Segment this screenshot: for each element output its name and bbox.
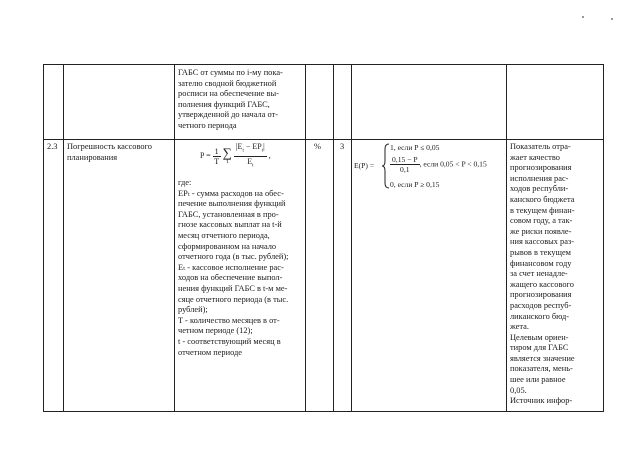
definition-line: Eₜ - кассовое исполнение рас- <box>178 262 284 272</box>
definition-line: сяце отчетного периода (в тыс. <box>178 294 289 304</box>
definition-line: месяц отчетного периода, <box>178 230 270 240</box>
table-bottom-border <box>43 411 603 412</box>
definition-line: четном периоде (12); <box>178 326 253 336</box>
column-border-3 <box>174 64 175 412</box>
column-border-5 <box>333 64 334 412</box>
continuation-line: утвержденной до начала от- <box>178 110 279 120</box>
formula-ratio <box>234 142 267 170</box>
definition-line: ГАБС, установленная в про- <box>178 209 279 219</box>
score-case-1: 1, если P ≤ 0,05 <box>390 143 440 152</box>
definition-line: ходов на обеспечение выпол- <box>178 273 283 283</box>
comment-line: финансовом году <box>510 258 572 268</box>
definition-line: гнозе кассовых выплат на t-й <box>178 220 282 230</box>
formula-definitions <box>178 178 288 358</box>
score-case-2 <box>390 155 487 174</box>
comment-text <box>510 142 575 407</box>
comment-line: рывов в текущем <box>510 247 571 257</box>
column-border-7 <box>506 64 507 412</box>
comment-line: жает качество <box>510 152 560 162</box>
column-border-1 <box>43 64 44 412</box>
definition-line: отчетного года (в тыс. рублей); <box>178 252 289 262</box>
formula-coefficient <box>213 147 221 166</box>
score-lhs: E(P) = <box>354 161 375 170</box>
scan-speck <box>582 16 584 18</box>
ratio-den-text: E <box>247 156 253 166</box>
comment-line: жета. <box>510 322 529 332</box>
comment-line: тиром для ГАБС <box>510 343 569 353</box>
comment-line: же риски появле- <box>510 226 572 236</box>
comment-line: 0,05. <box>510 385 527 395</box>
comment-line: в текущем финан- <box>510 205 575 215</box>
case2-fraction <box>390 155 420 174</box>
comment-line: Целевым ориен- <box>510 332 569 342</box>
row-separator <box>43 139 603 140</box>
scan-speck <box>611 18 613 20</box>
comment-line: ходов республи- <box>510 184 569 194</box>
score-formula <box>354 143 504 195</box>
definition-line: t - соответствующий месяц в <box>178 336 281 346</box>
coef-numerator: 1 <box>214 146 219 156</box>
ratio-num-sub2: t <box>261 148 264 154</box>
comment-line: канского бюджета <box>510 194 575 204</box>
continuation-line: четного периода <box>178 120 237 130</box>
brace-icon <box>382 143 390 189</box>
comment-line: прогнозирования <box>510 290 572 300</box>
formula-tail: , <box>268 150 271 160</box>
row-number: 2.3 <box>47 142 58 151</box>
comment-line: ликанского бюд- <box>510 311 569 321</box>
formula-lhs: P = <box>200 150 211 160</box>
definition-line: T - количество месяцев в от- <box>178 315 280 325</box>
comment-line: Источник инфор- <box>510 396 573 406</box>
comment-line: ния кассовых раз- <box>510 237 575 247</box>
column-border-8 <box>603 64 604 412</box>
ratio-num-end: | <box>263 142 265 151</box>
comment-line: исполнения рас- <box>510 173 569 183</box>
ratio-denominator <box>247 157 253 171</box>
indicator-name <box>67 142 152 163</box>
ratio-numerator <box>234 142 267 157</box>
ratio-num-mid: − EP <box>243 142 262 151</box>
continuation-line: ГАБС от суммы по i-му пока- <box>178 68 283 77</box>
comment-line: является значение <box>510 353 575 363</box>
definition-line: EPₜ - сумма расходов на обес- <box>178 188 284 198</box>
coef-denominator: T <box>214 156 220 166</box>
definition-line: сформированном на начало <box>178 241 277 251</box>
error-formula <box>200 142 271 170</box>
case2-numerator: 0,15 − P <box>392 155 418 164</box>
weight: 3 <box>340 142 345 151</box>
ratio-num-sub: t <box>242 148 244 154</box>
definition-line: нения функций ГАБС в t-м ме- <box>178 283 288 293</box>
definition-line: где: <box>178 178 192 187</box>
indicator-line: планирования <box>67 152 118 162</box>
column-border-6 <box>351 64 352 412</box>
table-top-border <box>43 64 603 65</box>
unit: % <box>314 142 321 151</box>
continuation-line: зателю сводной бюджетной <box>178 78 277 88</box>
case2-denominator: 0,1 <box>400 165 410 174</box>
definition-line: отчетном периоде <box>178 347 243 357</box>
case2-condition: , если 0,05 < P < 0,15 <box>419 159 487 169</box>
column-border-2 <box>63 64 64 412</box>
ratio-num-text: |E <box>235 142 243 151</box>
continuation-text <box>178 68 283 132</box>
column-border-4 <box>305 64 306 412</box>
comment-line: шее или равное <box>510 375 566 385</box>
comment-line: за счет ненадле- <box>510 269 568 279</box>
continuation-line: полнения функций ГАБС, <box>178 99 270 109</box>
sum-operator <box>223 147 232 165</box>
comment-line: расходов респуб- <box>510 300 572 310</box>
comment-line: жащего кассового <box>510 279 574 289</box>
score-case-3: 0, если P ≥ 0,15 <box>390 180 440 189</box>
definition-line: рублей); <box>178 305 208 315</box>
sum-symbol: ∑ <box>222 145 232 161</box>
comment-line: Показатель отра- <box>510 142 571 151</box>
comment-line: показателя, мень- <box>510 364 573 374</box>
sum-index: t <box>226 159 229 166</box>
continuation-line: росписи на обеспечение вы- <box>178 89 279 99</box>
comment-line: совом году, а так- <box>510 216 573 226</box>
comment-line: прогнозирования <box>510 163 572 173</box>
definition-line: печение выполнения функций <box>178 199 286 209</box>
ratio-den-sub: t <box>252 163 254 169</box>
indicator-line: Погрешность кассового <box>67 142 152 151</box>
